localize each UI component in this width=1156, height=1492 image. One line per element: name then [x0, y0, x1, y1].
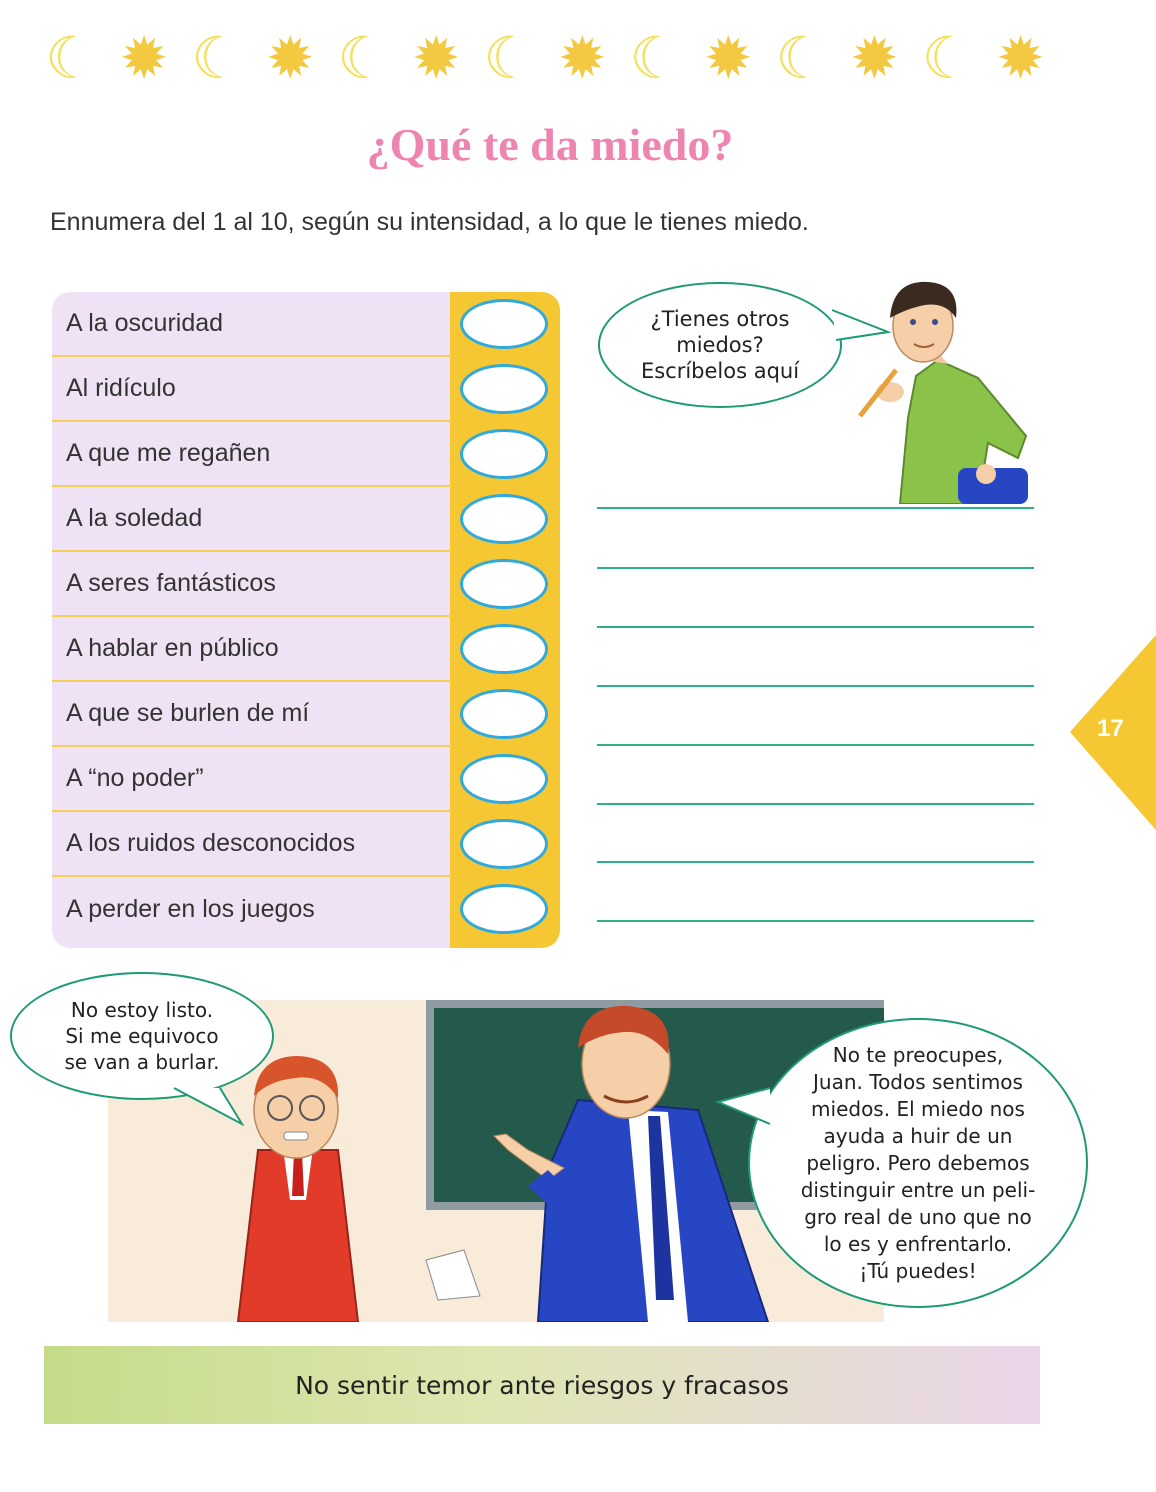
- sun-icon: ✹: [850, 24, 899, 92]
- teacher-speech-bubble: [748, 1018, 1088, 1308]
- other-fears-speech-bubble: [598, 282, 842, 408]
- rank-input-circle[interactable]: [460, 299, 548, 349]
- motto-banner: [44, 1346, 1040, 1424]
- fear-item: A que me regañen: [52, 422, 452, 487]
- other-fears-text: ¿Tienes otros miedos? Escríbelos aquí: [640, 307, 800, 383]
- bubble-tail: [170, 1086, 250, 1126]
- fear-item: A los ruidos desconocidos: [52, 812, 452, 877]
- teacher-speech-text: No te preocupes, Juan. Todos sentimos miedos. El miedo nos ayuda a huir de un peligro. Pero debemos distinguir entre un peli- gro real de uno que no lo es y enfrentarlo. ¡Tú puedes!: [800, 1042, 1036, 1283]
- rank-input-circle[interactable]: [460, 754, 548, 804]
- sun-icon: ✹: [411, 24, 461, 92]
- writing-line[interactable]: [597, 626, 1034, 628]
- fear-item: A la soledad: [52, 487, 452, 552]
- moon-icon: ☾: [191, 24, 244, 92]
- sun-moon-border: [45, 22, 1045, 94]
- writing-line[interactable]: [597, 920, 1034, 922]
- writing-line[interactable]: [597, 685, 1034, 687]
- sun-icon: ✹: [265, 24, 315, 92]
- moon-icon: ☾: [45, 24, 97, 92]
- fear-item: A la oscuridad: [52, 292, 452, 357]
- rank-input-circle[interactable]: [460, 819, 548, 869]
- fear-item: A seres fantásticos: [52, 552, 452, 617]
- motto-text: No sentir temor ante riesgos y fracasos: [295, 1370, 789, 1400]
- sun-icon: ✹: [557, 24, 607, 92]
- rank-input-circle[interactable]: [460, 689, 548, 739]
- rank-input-circle[interactable]: [460, 624, 548, 674]
- rank-input-circle[interactable]: [460, 559, 548, 609]
- bubble-tail: [712, 1084, 772, 1130]
- page-number: 17: [1097, 715, 1124, 742]
- student-speech-text: No estoy listo. Si me equivoco se van a burlar.: [64, 998, 220, 1074]
- writing-line[interactable]: [597, 507, 1034, 509]
- boy-with-pencil-illustration: [838, 268, 1038, 504]
- fear-item: A perder en los juegos: [66, 895, 315, 923]
- sun-icon: ✹: [996, 24, 1045, 92]
- writing-line[interactable]: [597, 861, 1034, 863]
- moon-icon: ☾: [337, 24, 390, 92]
- sun-icon: ✹: [119, 24, 169, 92]
- rank-input-circle[interactable]: [460, 429, 548, 479]
- bubble-tail: [830, 306, 892, 346]
- sun-icon: ✹: [704, 24, 753, 92]
- rank-input-circle[interactable]: [460, 884, 548, 934]
- fear-item: A hablar en público: [52, 617, 452, 682]
- fear-list-panel: [52, 292, 560, 948]
- moon-icon: ☾: [629, 24, 682, 92]
- moon-icon: ☾: [775, 24, 828, 92]
- writing-line[interactable]: [597, 803, 1034, 805]
- moon-icon: ☾: [483, 24, 536, 92]
- instructions: Ennumera del 1 al 10, según su intensidad, a lo que le tienes miedo.: [50, 208, 809, 236]
- fear-item: A “no poder”: [52, 747, 452, 812]
- moon-icon: ☾: [921, 24, 974, 92]
- page-title: ¿Qué te da miedo?: [366, 119, 734, 170]
- rank-input-circle[interactable]: [460, 494, 548, 544]
- writing-line[interactable]: [597, 744, 1034, 746]
- fear-item: Al ridículo: [52, 357, 452, 422]
- fear-item: A que se burlen de mí: [52, 682, 452, 747]
- student-speech-bubble: [10, 972, 274, 1100]
- writing-line[interactable]: [597, 567, 1034, 569]
- rank-input-circle[interactable]: [460, 364, 548, 414]
